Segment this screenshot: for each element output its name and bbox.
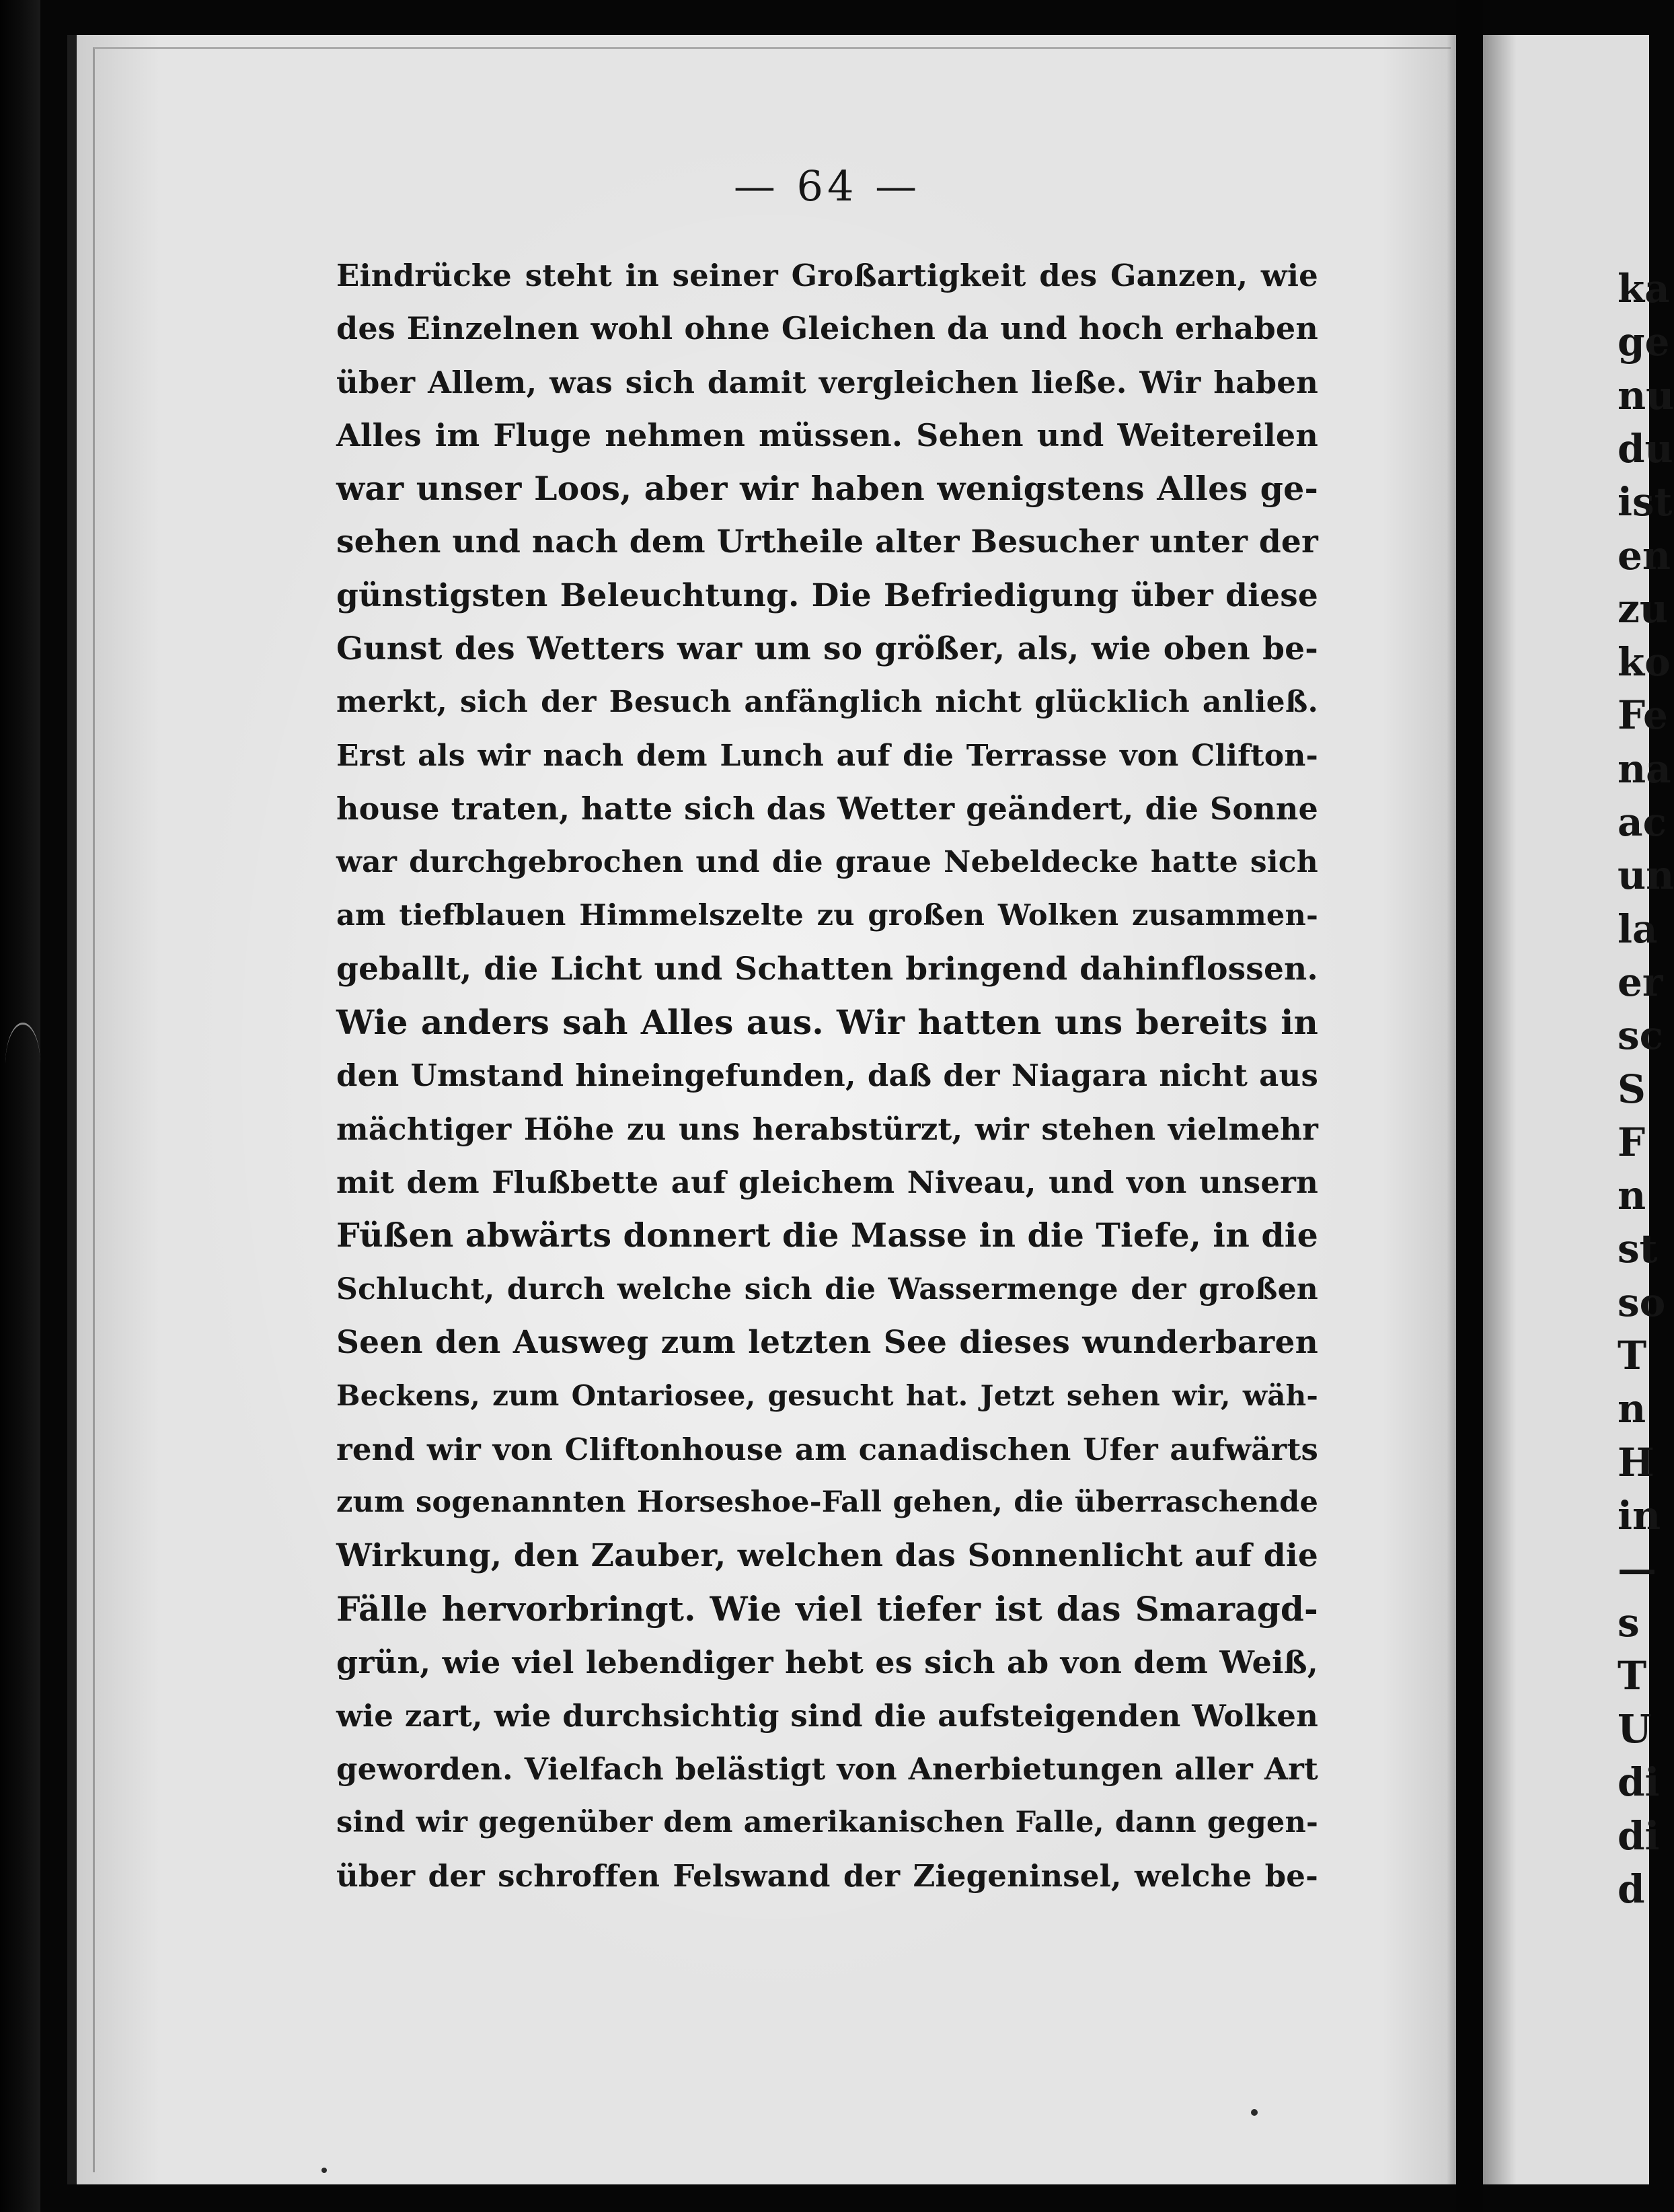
text-line: rend wir von Cliftonhouse am canadischen Ufer aufwärts	[336, 1431, 1318, 1467]
text-line: mächtiger Höhe zu uns herabstürzt, wir stehen vielmehr	[336, 1111, 1318, 1147]
text-line: am tiefblauen Himmelszelte zu großen Wolken zusammen-	[336, 898, 1318, 932]
adjacent-page-line-fragment: en	[1618, 532, 1671, 579]
adjacent-page-line-fragment: na	[1618, 745, 1671, 792]
text-line: grün, wie viel lebendiger hebt es sich ab von dem Weiß,	[336, 1644, 1318, 1681]
text-line: Seen den Ausweg zum letzten See dieses wunderbaren	[336, 1323, 1318, 1361]
adjacent-page-line-fragment: Fe	[1618, 692, 1668, 739]
text-line: Erst als wir nach dem Lunch auf die Terrasse von Clifton-	[336, 738, 1318, 773]
adjacent-page-line-fragment: di	[1618, 1812, 1660, 1859]
adjacent-page-line-fragment: zu	[1618, 585, 1669, 632]
text-line: den Umstand hineingefunden, daß der Niagara nicht aus	[336, 1058, 1318, 1094]
text-line: merkt, sich der Besuch anfänglich nicht glücklich anließ.	[336, 685, 1318, 720]
adjacent-page-line-fragment: T	[1618, 1333, 1647, 1378]
adjacent-page-line-fragment: so	[1618, 1279, 1666, 1325]
text-line: des Einzelnen wohl ohne Gleichen da und hoch erhaben	[336, 310, 1318, 347]
text-line: über der schroffen Felswand der Ziegeninsel, welche be-	[336, 1857, 1318, 1894]
text-line: Schlucht, durch welche sich die Wassermenge der großen	[336, 1271, 1318, 1306]
adjacent-page-line-fragment: du	[1618, 425, 1673, 472]
text-line: war unser Loos, aber wir haben wenigstens Alles ge-	[336, 469, 1318, 509]
adjacent-page-line-fragment: ist	[1618, 479, 1673, 525]
text-line: Eindrücke steht in seiner Großartigkeit des Ganzen, wie	[336, 258, 1318, 293]
adjacent-page-line-fragment: F	[1618, 1119, 1646, 1165]
text-line: zum sogenannten Horseshoe-Fall gehen, die überraschende	[336, 1485, 1318, 1519]
text-line: geworden. Vielfach belästigt von Anerbietungen aller Art	[336, 1751, 1318, 1787]
text-line: mit dem Flußbette auf gleichem Niveau, und von unsern	[336, 1165, 1318, 1201]
text-line: sehen und nach dem Urtheile alter Besucher unter der	[336, 523, 1318, 561]
text-line: günstigsten Beleuchtung. Die Befriedigung über diese	[336, 577, 1318, 614]
adjacent-page-line-fragment: s	[1618, 1599, 1640, 1646]
adjacent-page-line-fragment: nu	[1618, 372, 1674, 418]
ink-speck	[321, 2168, 327, 2173]
adjacent-page-line-fragment: er	[1618, 959, 1663, 1005]
page-number: — 64 —	[733, 161, 921, 211]
adjacent-page-line-fragment: la	[1618, 906, 1658, 952]
adjacent-page-line-fragment: st	[1618, 1226, 1658, 1272]
text-line: sind wir gegenüber dem amerikanischen Falle, dann gegen-	[336, 1805, 1318, 1839]
adjacent-page-line-fragment: ko	[1618, 639, 1671, 686]
page-body-text	[336, 249, 1318, 1903]
adjacent-page-line-fragment: sc	[1618, 1012, 1663, 1059]
adjacent-page-line-fragment: ka	[1618, 266, 1670, 311]
book-left-edge	[0, 0, 40, 2212]
text-line: geballt, die Licht und Schatten bringend dahinflossen.	[336, 950, 1318, 988]
paper-crease	[5, 1023, 40, 1105]
adjacent-page-line-fragment: n	[1618, 1386, 1646, 1432]
text-line: wie zart, wie durchsichtig sind die aufsteigenden Wolken	[336, 1698, 1318, 1734]
text-line: Wie anders sah Alles aus. Wir hatten uns bereits in	[336, 1002, 1318, 1043]
text-line: Gunst des Wetters war um so größer, als, wie oben be-	[336, 630, 1318, 668]
adjacent-page-fragment	[1483, 35, 1674, 2184]
adjacent-page-line-fragment: in	[1618, 1492, 1661, 1539]
text-line: Fälle hervorbringt. Wie viel tiefer ist das Smaragd-	[336, 1589, 1318, 1629]
adjacent-page-line-fragment: ac	[1618, 799, 1667, 845]
adjacent-page-line-fragment: —	[1618, 1546, 1657, 1592]
adjacent-page-line-fragment: T	[1618, 1652, 1647, 1699]
text-line: Beckens, zum Ontariosee, gesucht hat. Jetzt sehen wir, wäh-	[336, 1379, 1318, 1413]
adjacent-page-line-fragment: U	[1618, 1706, 1652, 1753]
text-line: Alles im Fluge nehmen müssen. Sehen und Weitereilen	[336, 416, 1318, 453]
adjacent-page-line-fragment: di	[1618, 1759, 1660, 1806]
text-line: Wirkung, den Zauber, welchen das Sonnenlicht auf die	[336, 1537, 1318, 1575]
adjacent-page-line-fragment: un	[1618, 852, 1674, 899]
book-gutter	[1456, 0, 1483, 2212]
text-line: Füßen abwärts donnert die Masse in die Tiefe, in die	[336, 1216, 1318, 1255]
adjacent-page-line-fragment: ge	[1618, 319, 1670, 365]
adjacent-page-line-fragment: S	[1618, 1066, 1646, 1112]
text-line: über Allem, was sich damit vergleichen ließe. Wir haben	[336, 364, 1318, 400]
adjacent-page-line-fragment: n	[1618, 1173, 1646, 1219]
adjacent-page-line-fragment: H	[1618, 1439, 1654, 1485]
text-line: house traten, hatte sich das Wetter geändert, die Sonne	[336, 790, 1318, 827]
text-line: war durchgebrochen und die graue Nebeldecke hatte sich	[336, 845, 1318, 880]
ink-speck	[1251, 2109, 1258, 2116]
adjacent-page-line-fragment: d	[1618, 1866, 1645, 1912]
